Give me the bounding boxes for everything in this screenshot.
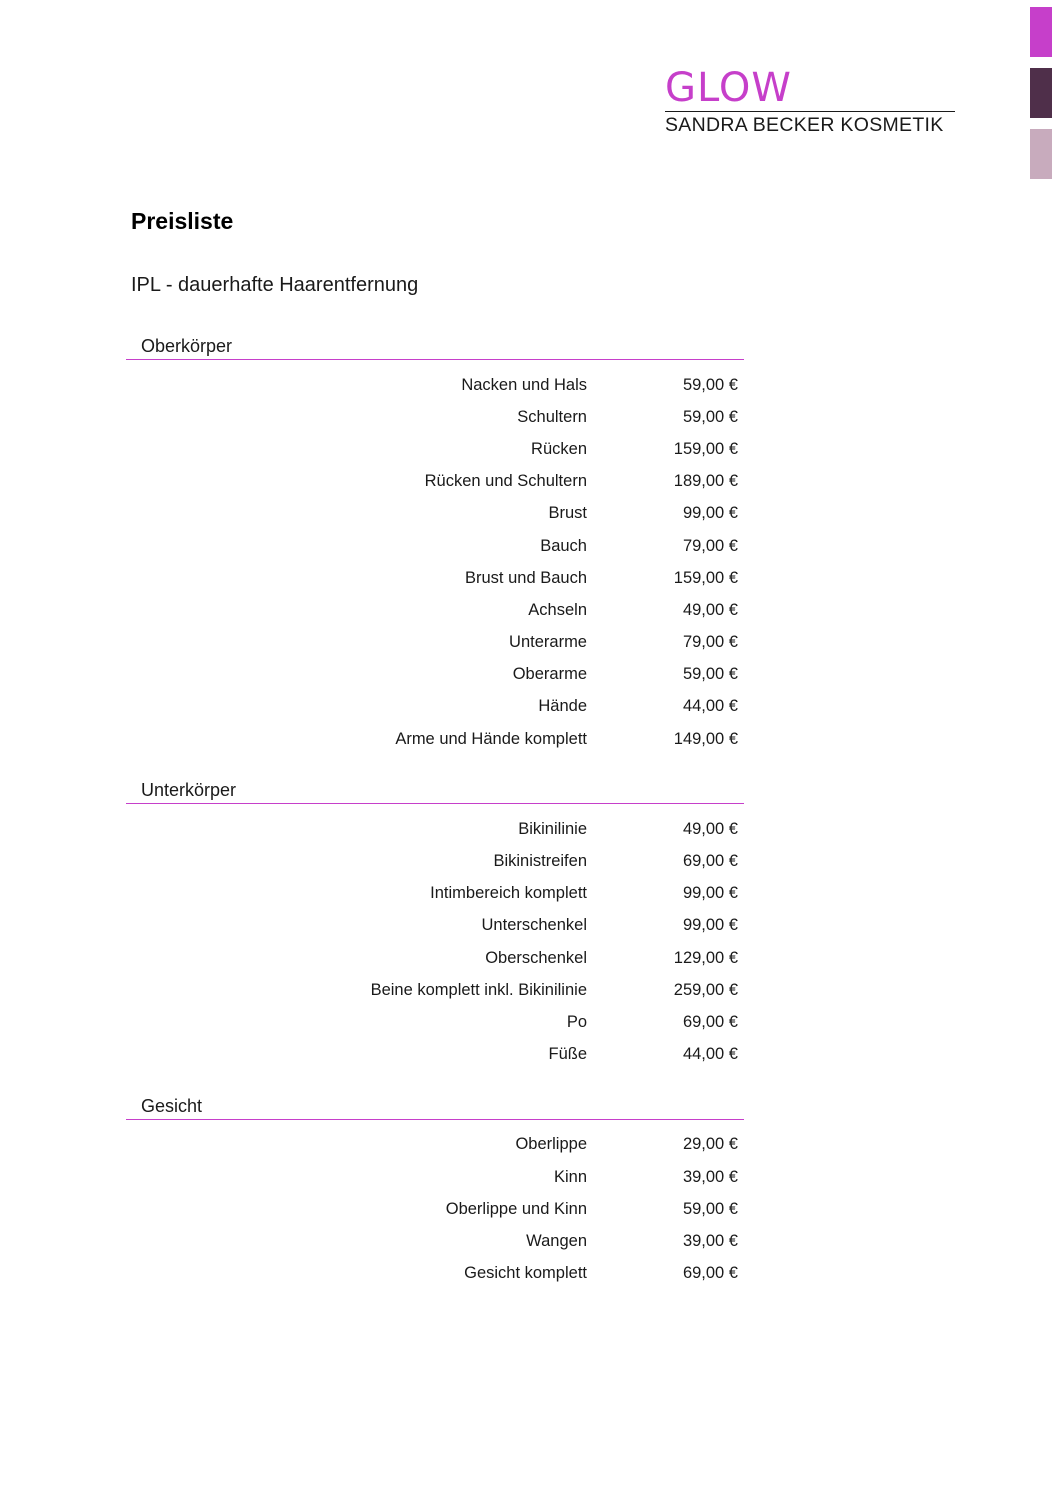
section-heading: Oberkörper (126, 334, 744, 360)
price-row (126, 942, 744, 974)
treatment-name: Füße (548, 1045, 587, 1064)
price-row (126, 1258, 744, 1290)
treatment-price: 69,00 € (682, 852, 738, 871)
plum-color-swatch (1030, 68, 1052, 118)
treatment-price: 69,00 € (682, 1012, 738, 1031)
treatment-price: 159,00 € (673, 568, 738, 587)
price-row (126, 691, 744, 723)
treatment-price: 259,00 € (673, 980, 738, 999)
treatment-price: 59,00 € (682, 375, 738, 394)
price-row (126, 562, 744, 594)
treatment-price: 59,00 € (682, 407, 738, 426)
logo-wordmark: GLOW (665, 65, 792, 111)
price-row (126, 594, 744, 626)
treatment-price: 59,00 € (682, 665, 738, 684)
treatment-price: 49,00 € (682, 819, 738, 838)
treatment-price: 44,00 € (682, 1045, 738, 1064)
treatment-price: 29,00 € (682, 1135, 738, 1154)
treatment-name: Nacken und Hals (461, 375, 587, 394)
price-row (126, 369, 744, 401)
treatment-price: 79,00 € (682, 536, 738, 555)
price-row (126, 627, 744, 659)
treatment-name: Intimbereich komplett (430, 884, 587, 903)
section-heading: Unterkörper (126, 778, 744, 804)
treatment-price: 39,00 € (682, 1231, 738, 1250)
treatment-name: Brust (548, 504, 587, 523)
price-section (126, 1094, 744, 1290)
treatment-price: 39,00 € (682, 1167, 738, 1186)
price-row (126, 1006, 744, 1038)
treatment-name: Oberlippe (515, 1135, 587, 1154)
price-row (126, 1193, 744, 1225)
price-row (126, 1225, 744, 1257)
treatment-price: 44,00 € (682, 697, 738, 716)
treatment-name: Oberlippe und Kinn (445, 1199, 587, 1218)
price-section (126, 778, 744, 1071)
mauve-color-swatch (1030, 129, 1052, 179)
logo-subtitle: SANDRA BECKER KOSMETIK (665, 114, 944, 136)
treatment-price: 79,00 € (682, 633, 738, 652)
treatment-price: 69,00 € (682, 1264, 738, 1283)
section-heading: Gesicht (126, 1094, 744, 1120)
treatment-name: Bikinistreifen (493, 852, 587, 871)
price-sections (126, 334, 744, 1313)
treatment-name: Arme und Hände komplett (395, 729, 587, 748)
treatment-name: Brust und Bauch (465, 568, 587, 587)
treatment-name: Po (566, 1012, 587, 1031)
treatment-name: Unterarme (509, 633, 587, 652)
treatment-name: Bauch (540, 536, 587, 555)
price-row (126, 498, 744, 530)
price-row (126, 1039, 744, 1071)
treatment-price: 59,00 € (682, 1199, 738, 1218)
treatment-price: 159,00 € (673, 439, 738, 458)
price-row (126, 433, 744, 465)
price-row (126, 1161, 744, 1193)
treatment-price: 99,00 € (682, 884, 738, 903)
price-row (126, 845, 744, 877)
treatment-price: 129,00 € (673, 948, 738, 967)
price-list (126, 1129, 744, 1290)
treatment-name: Rücken (531, 439, 587, 458)
treatment-name: Wangen (526, 1231, 587, 1250)
treatment-name: Oberschenkel (485, 948, 587, 967)
treatment-name: Rücken und Schultern (424, 472, 587, 491)
treatment-price: 189,00 € (673, 472, 738, 491)
treatment-name: Hände (538, 697, 587, 716)
treatment-name: Kinn (553, 1167, 587, 1186)
treatment-price: 49,00 € (682, 600, 738, 619)
price-row (126, 813, 744, 845)
price-row (126, 878, 744, 910)
price-row (126, 466, 744, 498)
treatment-name: Oberarme (512, 665, 587, 684)
treatment-name: Bikinilinie (518, 819, 587, 838)
price-row (126, 401, 744, 433)
page-title: Preisliste (131, 208, 234, 234)
price-row (126, 974, 744, 1006)
brand-logo (665, 64, 955, 138)
treatment-name: Beine komplett inkl. Bikinilinie (370, 980, 587, 999)
price-row (126, 723, 744, 755)
accent-color-swatch (1030, 7, 1052, 57)
price-section (126, 334, 744, 755)
price-list (126, 369, 744, 755)
price-row (126, 910, 744, 942)
page-subtitle: IPL - dauerhafte Haarentfernung (131, 274, 419, 296)
price-row (126, 1129, 744, 1161)
treatment-price: 99,00 € (682, 504, 738, 523)
price-list (126, 813, 744, 1071)
price-row (126, 530, 744, 562)
treatment-name: Schultern (517, 407, 587, 426)
treatment-name: Unterschenkel (481, 916, 587, 935)
treatment-price: 99,00 € (682, 916, 738, 935)
treatment-price: 149,00 € (673, 729, 738, 748)
treatment-name: Gesicht komplett (464, 1264, 587, 1283)
price-row (126, 659, 744, 691)
treatment-name: Achseln (528, 600, 587, 619)
